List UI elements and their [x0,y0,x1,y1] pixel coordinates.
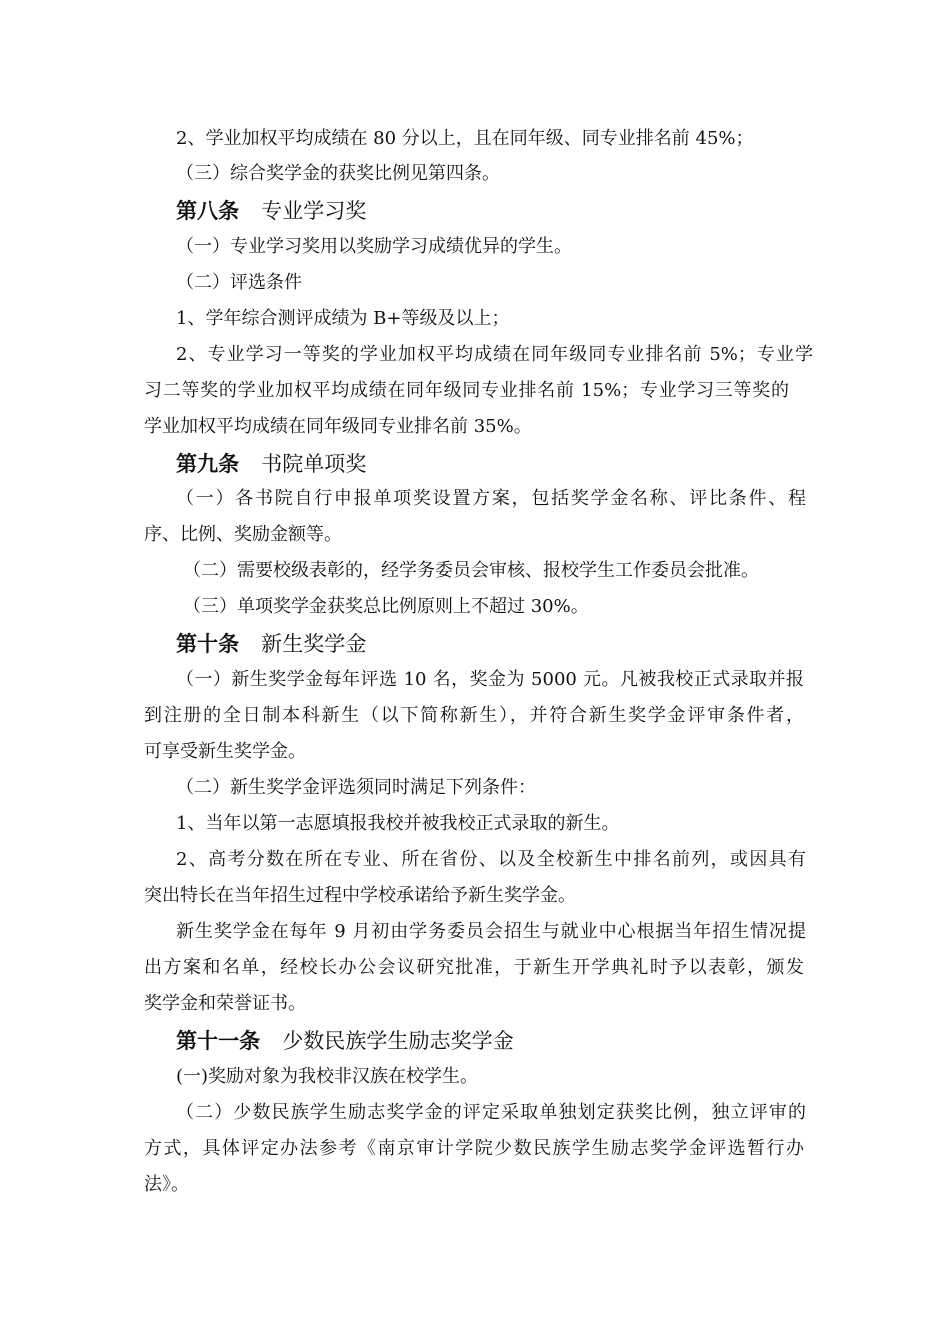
paragraph-line: 法》。 [144,1174,189,1195]
article-heading-9 [176,452,366,476]
article-number: 第八条 [176,198,240,223]
paragraph-line: （一）专业学习奖用以奖励学习成绩优异的学生。 [176,236,572,257]
paragraph-line: 可享受新生奖学金。 [144,741,306,762]
paragraph-line: 突出特长在当年招生过程中学校承诺给予新生奖学金。 [144,885,576,906]
article-number: 第九条 [176,451,240,476]
article-heading-8 [176,199,366,223]
article-title: 新生奖学金 [261,631,367,656]
paragraph-line: 2、专业学习一等奖的学业加权平均成绩在同年级同专业排名前 5%；专业学 [176,344,813,365]
article-number: 第十一条 [176,1028,261,1053]
paragraph-line: （一）各书院自行申报单项奖设置方案，包括奖学金名称、评比条件、程 [176,488,806,509]
paragraph-line: 2、学业加权平均成绩在 80 分以上，且在同年级、同专业排名前 45%； [176,128,754,149]
paragraph-line: 奖学金和荣誉证书。 [144,993,306,1014]
paragraph-line: （三）单项奖学金获奖总比例原则上不超过 30%。 [183,596,589,617]
paragraph-line: 出方案和名单，经校长办公会议研究批准，于新生开学典礼时予以表彰，颁发 [144,957,804,978]
paragraph-line: (一)奖励对象为我校非汉族在校学生。 [176,1066,479,1087]
paragraph-line: 2、高考分数在所在专业、所在省份、以及全校新生中排名前列，或因具有 [176,849,806,870]
paragraph-line: （二）少数民族学生励志奖学金的评定采取单独划定获奖比例，独立评审的 [176,1102,806,1123]
paragraph-line: 方式，具体评定办法参考《南京审计学院少数民族学生励志奖学金评选暂行办 [144,1138,804,1159]
article-title: 专业学习奖 [261,198,367,223]
paragraph-line: 1、当年以第一志愿填报我校并被我校正式录取的新生。 [176,813,620,834]
paragraph-line: 到注册的全日制本科新生（以下简称新生），并符合新生奖学金评审条件者， [144,705,804,726]
article-title: 书院单项奖 [261,451,367,476]
paragraph-line: （二）新生奖学金评选须同时满足下列条件： [176,777,536,798]
paragraph-line: 学业加权平均成绩在同年级同专业排名前 35%。 [144,416,532,437]
article-heading-11 [176,1029,514,1053]
paragraph-line: 1、学年综合测评成绩为 B+等级及以上； [176,308,510,329]
article-number: 第十条 [176,631,240,656]
paragraph-line: （三）综合奖学金的获奖比例见第四条。 [176,163,500,184]
paragraph-line: （一）新生奖学金每年评选 10 名，奖金为 5000 元。凡被我校正式录取并报 [176,669,804,690]
paragraph-line: 序、比例、奖励金额等。 [144,524,342,545]
paragraph-line: （二）评选条件 [176,272,302,293]
article-title: 少数民族学生励志奖学金 [282,1028,514,1053]
paragraph-line: 习二等奖的学业加权平均成绩在同年级同专业排名前 15%；专业学习三等奖的 [144,380,789,401]
article-heading-10 [176,632,366,656]
paragraph-line: （二）需要校级表彰的，经学务委员会审核、报校学生工作委员会批准。 [183,560,759,581]
paragraph-line: 新生奖学金在每年 9 月初由学务委员会招生与就业中心根据当年招生情况提 [176,921,806,942]
